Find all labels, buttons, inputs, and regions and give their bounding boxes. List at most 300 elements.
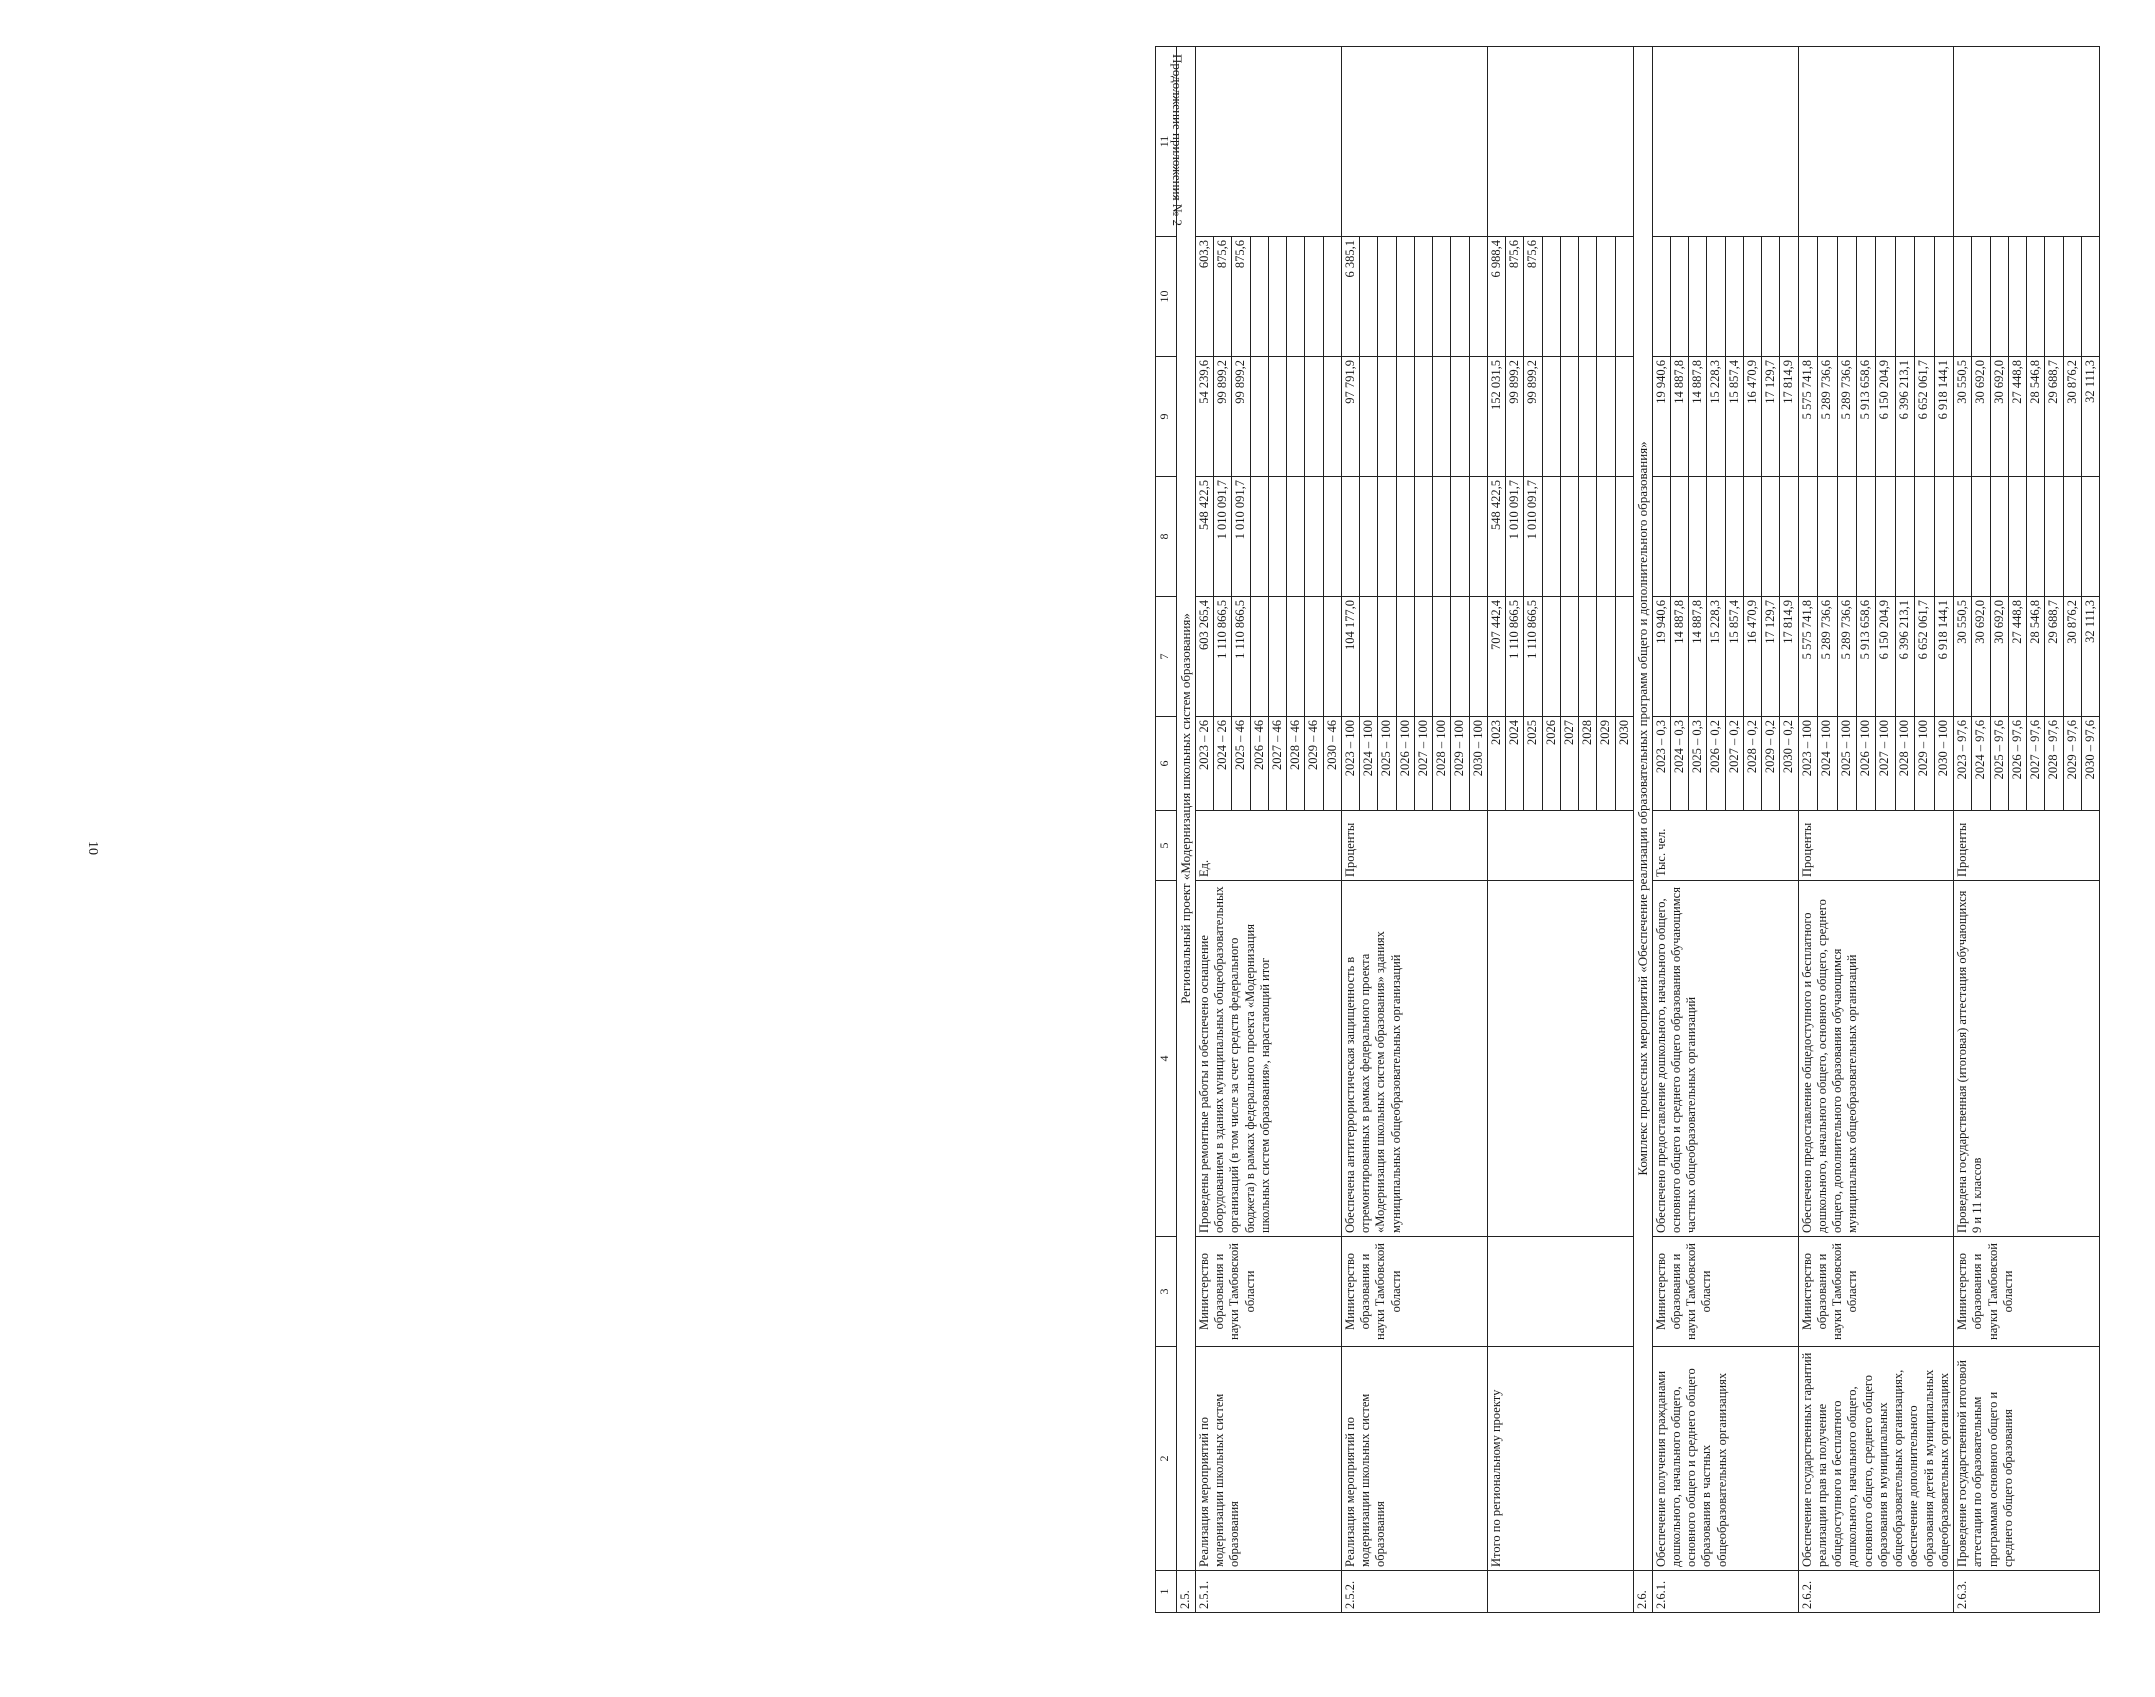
federal-funding: [1876, 477, 1895, 597]
total-blank: [1487, 811, 1633, 881]
item-executor: Министерство образования и науки Тамбовской области: [1954, 1237, 2100, 1347]
column-number: 5: [1156, 811, 1177, 881]
local-funding: [1579, 237, 1597, 357]
page-number: 10: [85, 841, 100, 855]
total-label: Итого по региональному проекту: [1487, 1347, 1633, 1571]
item-unit: Ед.: [1195, 811, 1341, 881]
federal-funding: [2045, 477, 2063, 597]
table-body: [1156, 47, 2100, 1613]
regional-funding: [1615, 357, 1633, 477]
total-blank: [1487, 1237, 1633, 1347]
local-funding: 875,6: [1214, 237, 1232, 357]
item-unit: Проценты: [1798, 811, 1954, 881]
local-funding: [1743, 237, 1761, 357]
target-value: 2026 – 0,2: [1707, 717, 1725, 811]
total-funding: 30 876,2: [2063, 597, 2081, 717]
column-number: 2: [1156, 1347, 1177, 1571]
section-number: 2.6.: [1633, 1571, 1652, 1613]
target-value: 2028 – 97,6: [2045, 717, 2063, 811]
total-row: [1487, 47, 1505, 1613]
federal-funding: [1615, 477, 1633, 597]
total-funding: 104 177,0: [1341, 597, 1359, 717]
total-year: 2030: [1615, 717, 1633, 811]
local-funding: [1934, 237, 1953, 357]
local-funding: 875,6: [1506, 237, 1524, 357]
local-funding: [1780, 237, 1798, 357]
federal-funding: 1 010 091,7: [1524, 477, 1542, 597]
notes: [1954, 47, 2100, 237]
total-funding: 28 546,8: [2027, 597, 2045, 717]
regional-funding: 30 692,0: [1990, 357, 2008, 477]
program-table: [1155, 46, 2100, 1613]
local-funding: [1396, 237, 1414, 357]
column-number: 8: [1156, 477, 1177, 597]
column-number: 3: [1156, 1237, 1177, 1347]
total-funding: [1250, 597, 1268, 717]
total-year: 2027: [1560, 717, 1578, 811]
item-executor: Министерство образования и науки Тамбовской области: [1341, 1237, 1487, 1347]
regional-funding: 6 150 204,9: [1876, 357, 1895, 477]
notes: [1798, 47, 1954, 237]
federal-funding: [1762, 477, 1780, 597]
target-value: 2023 – 0,3: [1652, 717, 1670, 811]
local-funding: [1615, 237, 1633, 357]
notes: [1652, 47, 1798, 237]
total-funding: 15 857,4: [1725, 597, 1743, 717]
local-funding: [1895, 237, 1914, 357]
target-value: 2028 – 100: [1433, 717, 1451, 811]
regional-funding: [1287, 357, 1305, 477]
target-value: 2028 – 0,2: [1743, 717, 1761, 811]
target-value: 2023 – 100: [1798, 717, 1817, 811]
regional-funding: 27 448,8: [2008, 357, 2026, 477]
federal-funding: [2081, 477, 2099, 597]
total-funding: [1542, 597, 1560, 717]
local-funding: [1725, 237, 1743, 357]
federal-funding: [1707, 477, 1725, 597]
regional-funding: 97 791,9: [1341, 357, 1359, 477]
total-funding: 15 228,3: [1707, 597, 1725, 717]
target-value: 2023 – 100: [1341, 717, 1359, 811]
federal-funding: [1433, 477, 1451, 597]
total-funding: [1305, 597, 1323, 717]
item-unit: Проценты: [1954, 811, 2100, 881]
item-indicator: Обеспечена антитеррористическая защищенность в отремонтированных в рамках федерального проекта «Модернизация школьных систем образования» зданиях муниципальных общеобразовательных организаций: [1341, 881, 1487, 1237]
total-year: 2023: [1487, 717, 1505, 811]
target-value: 2025 – 100: [1837, 717, 1856, 811]
total-funding: [1268, 597, 1286, 717]
total-funding: 707 442,4: [1487, 597, 1505, 717]
notes: [1341, 47, 1487, 237]
local-funding: [1857, 237, 1876, 357]
target-value: 2030 – 0,2: [1780, 717, 1798, 811]
federal-funding: [1725, 477, 1743, 597]
federal-funding: [2027, 477, 2045, 597]
federal-funding: [1895, 477, 1914, 597]
federal-funding: [1305, 477, 1323, 597]
target-value: 2027 – 0,2: [1725, 717, 1743, 811]
regional-funding: 5 289 736,6: [1837, 357, 1856, 477]
table-row: [1652, 47, 1670, 1613]
total-funding: 603 265,4: [1195, 597, 1213, 717]
target-value: 2030 – 100: [1934, 717, 1953, 811]
local-funding: [1876, 237, 1895, 357]
local-funding: 875,6: [1232, 237, 1250, 357]
federal-funding: [1857, 477, 1876, 597]
total-funding: [1469, 597, 1487, 717]
total-funding: [1414, 597, 1432, 717]
regional-funding: 6 396 213,1: [1895, 357, 1914, 477]
federal-funding: [1287, 477, 1305, 597]
federal-funding: [1414, 477, 1432, 597]
regional-funding: [1579, 357, 1597, 477]
federal-funding: [1250, 477, 1268, 597]
target-value: 2028 – 100: [1895, 717, 1914, 811]
regional-funding: 30 692,0: [1972, 357, 1990, 477]
total-year: 2024: [1506, 717, 1524, 811]
target-value: 2025 – 97,6: [1990, 717, 2008, 811]
regional-funding: 17 129,7: [1762, 357, 1780, 477]
local-funding: [2027, 237, 2045, 357]
local-funding: 603,3: [1195, 237, 1213, 357]
total-funding: [1597, 597, 1615, 717]
total-year: 2026: [1542, 717, 1560, 811]
target-value: 2030 – 100: [1469, 717, 1487, 811]
total-funding: [1451, 597, 1469, 717]
federal-funding: [1323, 477, 1341, 597]
total-funding: 6 918 144,1: [1934, 597, 1953, 717]
section-title: Региональный проект «Модернизация школьных систем образования»: [1177, 47, 1196, 1571]
item-number: 2.5.1.: [1195, 1571, 1341, 1613]
total-funding: [1360, 597, 1378, 717]
regional-funding: [1396, 357, 1414, 477]
regional-funding: 5 913 658,6: [1857, 357, 1876, 477]
target-value: 2029 – 100: [1915, 717, 1934, 811]
total-funding: 1 110 866,5: [1214, 597, 1232, 717]
regional-funding: 15 228,3: [1707, 357, 1725, 477]
total-funding: 16 470,9: [1743, 597, 1761, 717]
item-executor: Министерство образования и науки Тамбовской области: [1798, 1237, 1954, 1347]
regional-funding: 5 575 741,8: [1798, 357, 1817, 477]
federal-funding: [1652, 477, 1670, 597]
item-name: Обеспечение получения гражданами дошкольного, начального общего, основного общего и среднего общего образования в частных общеобразовательных организациях: [1652, 1347, 1798, 1571]
regional-funding: 99 899,2: [1214, 357, 1232, 477]
total-funding: [1323, 597, 1341, 717]
regional-funding: 16 470,9: [1743, 357, 1761, 477]
local-funding: [2063, 237, 2081, 357]
target-value: 2029 – 46: [1305, 717, 1323, 811]
item-indicator: Обеспечено предоставление общедоступного и бесплатного дошкольного, начального общего, основного общего, среднего общего, дополнительного образования обучающимся муниципальных общеобразовательных организаций: [1798, 881, 1954, 1237]
column-number: 4: [1156, 881, 1177, 1237]
federal-funding: [1954, 477, 1972, 597]
regional-funding: [1542, 357, 1560, 477]
regional-funding: 14 887,8: [1689, 357, 1707, 477]
federal-funding: [1798, 477, 1817, 597]
total-funding: 17 814,9: [1780, 597, 1798, 717]
local-funding: [1323, 237, 1341, 357]
federal-funding: [1451, 477, 1469, 597]
regional-funding: 99 899,2: [1524, 357, 1542, 477]
item-unit: Тыс. чел.: [1652, 811, 1798, 881]
total-funding: [1433, 597, 1451, 717]
federal-funding: [1396, 477, 1414, 597]
item-executor: Министерство образования и науки Тамбовской области: [1195, 1237, 1341, 1347]
target-value: 2030 – 97,6: [2081, 717, 2099, 811]
target-value: 2025 – 100: [1378, 717, 1396, 811]
column-number: 1: [1156, 1571, 1177, 1613]
total-year: 2025: [1524, 717, 1542, 811]
federal-funding: 1 010 091,7: [1506, 477, 1524, 597]
local-funding: [2081, 237, 2099, 357]
federal-funding: 548 422,5: [1487, 477, 1505, 597]
total-funding: 5 913 658,6: [1857, 597, 1876, 717]
total-funding: 5 289 736,6: [1837, 597, 1856, 717]
continuation-label: Продолжение приложения № 2: [1170, 54, 1185, 226]
regional-funding: [1560, 357, 1578, 477]
federal-funding: [1579, 477, 1597, 597]
column-number: 7: [1156, 597, 1177, 717]
column-number: 9: [1156, 357, 1177, 477]
table-row: [1798, 47, 1817, 1613]
target-value: 2024 – 26: [1214, 717, 1232, 811]
total-funding: 27 448,8: [2008, 597, 2026, 717]
target-value: 2026 – 100: [1857, 717, 1876, 811]
total-funding: 1 110 866,5: [1232, 597, 1250, 717]
item-name: Проведение государственной итоговой аттестации по образовательным программам основного общего и среднего общего образования: [1954, 1347, 2100, 1571]
total-funding: 14 887,8: [1670, 597, 1688, 717]
target-value: 2026 – 46: [1250, 717, 1268, 811]
federal-funding: [1743, 477, 1761, 597]
regional-funding: 152 031,5: [1487, 357, 1505, 477]
target-value: 2025 – 46: [1232, 717, 1250, 811]
regional-funding: [1323, 357, 1341, 477]
total-year: 2028: [1579, 717, 1597, 811]
federal-funding: [1268, 477, 1286, 597]
total-funding: [1615, 597, 1633, 717]
local-funding: [1469, 237, 1487, 357]
local-funding: 6 385,1: [1341, 237, 1359, 357]
federal-funding: [1341, 477, 1359, 597]
regional-funding: [1250, 357, 1268, 477]
target-value: 2025 – 0,3: [1689, 717, 1707, 811]
regional-funding: [1414, 357, 1432, 477]
total-funding: 1 110 866,5: [1506, 597, 1524, 717]
item-indicator: Проведена государственная (итоговая) аттестация обучающихся 9 и 11 классов: [1954, 881, 2100, 1237]
local-funding: [1287, 237, 1305, 357]
local-funding: 875,6: [1524, 237, 1542, 357]
item-number: 2.5.2.: [1341, 1571, 1487, 1613]
local-funding: [1818, 237, 1837, 357]
regional-funding: 6 918 144,1: [1934, 357, 1953, 477]
column-number: 6: [1156, 717, 1177, 811]
total-funding: 14 887,8: [1689, 597, 1707, 717]
local-funding: [1305, 237, 1323, 357]
section-number: 2.5.: [1177, 1571, 1196, 1613]
target-value: 2026 – 97,6: [2008, 717, 2026, 811]
regional-funding: 99 899,2: [1232, 357, 1250, 477]
federal-funding: [1378, 477, 1396, 597]
local-funding: [1652, 237, 1670, 357]
total-funding: [1396, 597, 1414, 717]
total-funding: [1560, 597, 1578, 717]
regional-funding: [1469, 357, 1487, 477]
section-row: [1177, 47, 1196, 1613]
local-funding: [1707, 237, 1725, 357]
federal-funding: [2063, 477, 2081, 597]
section-title: Комплекс процессных мероприятий «Обеспечение реализации образовательных программ общего и дополнительного образования»: [1633, 47, 1652, 1571]
total-year: 2029: [1597, 717, 1615, 811]
local-funding: [1360, 237, 1378, 357]
target-value: 2030 – 46: [1323, 717, 1341, 811]
local-funding: [1542, 237, 1560, 357]
local-funding: [1798, 237, 1817, 357]
total-funding: 29 688,7: [2045, 597, 2063, 717]
total-funding: 30 692,0: [1972, 597, 1990, 717]
regional-funding: 28 546,8: [2027, 357, 2045, 477]
total-blank: [1487, 881, 1633, 1237]
local-funding: [1972, 237, 1990, 357]
federal-funding: [1780, 477, 1798, 597]
regional-funding: 29 688,7: [2045, 357, 2063, 477]
table-row: [1341, 47, 1359, 1613]
total-funding: [1287, 597, 1305, 717]
local-funding: [1954, 237, 1972, 357]
item-number: 2.6.3.: [1954, 1571, 2100, 1613]
table-row: [1195, 47, 1213, 1613]
local-funding: [1414, 237, 1432, 357]
total-funding: [1378, 597, 1396, 717]
target-value: 2023 – 97,6: [1954, 717, 1972, 811]
total-funding: 6 396 213,1: [1895, 597, 1914, 717]
local-funding: [2045, 237, 2063, 357]
target-value: 2027 – 100: [1414, 717, 1432, 811]
federal-funding: [1818, 477, 1837, 597]
federal-funding: [2008, 477, 2026, 597]
local-funding: [1597, 237, 1615, 357]
target-value: 2024 – 100: [1818, 717, 1837, 811]
total-funding: 1 110 866,5: [1524, 597, 1542, 717]
federal-funding: [1670, 477, 1688, 597]
federal-funding: [1542, 477, 1560, 597]
regional-funding: 54 239,6: [1195, 357, 1213, 477]
local-funding: [1762, 237, 1780, 357]
federal-funding: 548 422,5: [1195, 477, 1213, 597]
local-funding: [1560, 237, 1578, 357]
column-number-row: [1156, 47, 1177, 1613]
regional-funding: [1268, 357, 1286, 477]
regional-funding: 15 857,4: [1725, 357, 1743, 477]
total-funding: 6 150 204,9: [1876, 597, 1895, 717]
target-value: 2023 – 26: [1195, 717, 1213, 811]
regional-funding: [1378, 357, 1396, 477]
regional-funding: 99 899,2: [1506, 357, 1524, 477]
section-row: [1633, 47, 1652, 1613]
local-funding: [1689, 237, 1707, 357]
regional-funding: [1597, 357, 1615, 477]
federal-funding: 1 010 091,7: [1232, 477, 1250, 597]
local-funding: 6 988,4: [1487, 237, 1505, 357]
federal-funding: [1560, 477, 1578, 597]
federal-funding: [1360, 477, 1378, 597]
target-value: 2024 – 100: [1360, 717, 1378, 811]
item-name: Реализация мероприятий по модернизации школьных систем образования: [1195, 1347, 1341, 1571]
regional-funding: [1451, 357, 1469, 477]
item-number: 2.6.2.: [1798, 1571, 1954, 1613]
total-funding: 6 652 061,7: [1915, 597, 1934, 717]
item-name: Реализация мероприятий по модернизации школьных систем образования: [1341, 1347, 1487, 1571]
local-funding: [1433, 237, 1451, 357]
federal-funding: 1 010 091,7: [1214, 477, 1232, 597]
local-funding: [1451, 237, 1469, 357]
regional-funding: 30 550,5: [1954, 357, 1972, 477]
table-row: [1954, 47, 1972, 1613]
local-funding: [1268, 237, 1286, 357]
total-funding: 5 289 736,6: [1818, 597, 1837, 717]
item-name: Обеспечение государственных гарантий реализации прав на получение общедоступного и бесплатного дошкольного, начального общего, основного общего, среднего общего образования в муниципальных общеобразовательных организациях, обеспечение дополнительного образования детей в муниципальных общеобразовательных организациях: [1798, 1347, 1954, 1571]
total-funding: 30 550,5: [1954, 597, 1972, 717]
target-value: 2029 – 100: [1451, 717, 1469, 811]
notes: [1487, 47, 1633, 237]
column-number: 11: [1156, 47, 1177, 237]
regional-funding: 30 876,2: [2063, 357, 2081, 477]
federal-funding: [1972, 477, 1990, 597]
federal-funding: [1915, 477, 1934, 597]
local-funding: [1378, 237, 1396, 357]
total-funding: 5 575 741,8: [1798, 597, 1817, 717]
total-blank: [1487, 1571, 1633, 1613]
regional-funding: 5 289 736,6: [1818, 357, 1837, 477]
regional-funding: [1360, 357, 1378, 477]
regional-funding: [1433, 357, 1451, 477]
target-value: 2029 – 0,2: [1762, 717, 1780, 811]
total-funding: 19 940,6: [1652, 597, 1670, 717]
local-funding: [1250, 237, 1268, 357]
target-value: 2026 – 100: [1396, 717, 1414, 811]
total-funding: 30 692,0: [1990, 597, 2008, 717]
local-funding: [1915, 237, 1934, 357]
regional-funding: [1305, 357, 1323, 477]
item-number: 2.6.1.: [1652, 1571, 1798, 1613]
federal-funding: [1934, 477, 1953, 597]
local-funding: [2008, 237, 2026, 357]
regional-funding: 17 814,9: [1780, 357, 1798, 477]
column-number: 10: [1156, 237, 1177, 357]
local-funding: [1990, 237, 2008, 357]
local-funding: [1837, 237, 1856, 357]
target-value: 2024 – 0,3: [1670, 717, 1688, 811]
federal-funding: [1597, 477, 1615, 597]
regional-funding: 6 652 061,7: [1915, 357, 1934, 477]
item-unit: Проценты: [1341, 811, 1487, 881]
item-indicator: Обеспечено предоставление дошкольного, начального общего, основного общего и среднего общего образования обучающимся частных общеобразовательных организаций: [1652, 881, 1798, 1237]
target-value: 2024 – 97,6: [1972, 717, 1990, 811]
target-value: 2027 – 46: [1268, 717, 1286, 811]
target-value: 2029 – 97,6: [2063, 717, 2081, 811]
total-funding: 17 129,7: [1762, 597, 1780, 717]
federal-funding: [1990, 477, 2008, 597]
local-funding: [1670, 237, 1688, 357]
regional-funding: 19 940,6: [1652, 357, 1670, 477]
federal-funding: [1837, 477, 1856, 597]
target-value: 2028 – 46: [1287, 717, 1305, 811]
target-value: 2027 – 100: [1876, 717, 1895, 811]
federal-funding: [1689, 477, 1707, 597]
notes: [1195, 47, 1341, 237]
regional-funding: 14 887,8: [1670, 357, 1688, 477]
regional-funding: 32 111,3: [2081, 357, 2099, 477]
federal-funding: [1469, 477, 1487, 597]
item-indicator: Проведены ремонтные работы и обеспечено оснащение оборудованием в зданиях муниципальных общеобразовательных организаций (в том числе за счет средств федерального бюджета) в рамках федерального проекта «Модернизация школьных систем образования», нарастающий итог: [1195, 881, 1341, 1237]
